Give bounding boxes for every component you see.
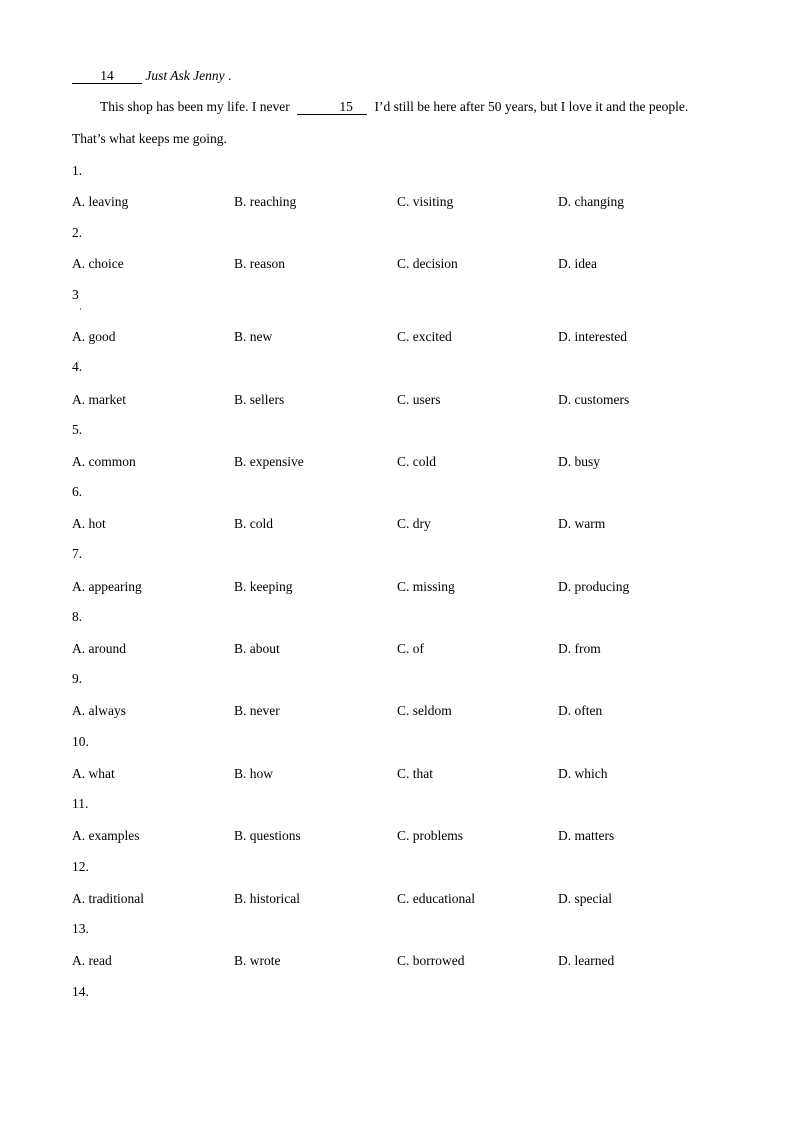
answer-option-d[interactable]: D. which bbox=[558, 766, 608, 781]
answer-option-c[interactable]: C. problems bbox=[397, 828, 463, 843]
question-number: 3 bbox=[72, 287, 79, 302]
question-number: 8. bbox=[72, 609, 83, 624]
paragraph-line-1 bbox=[72, 99, 722, 115]
question-number: 5. bbox=[72, 422, 83, 437]
answer-option-a[interactable]: A. hot bbox=[72, 516, 106, 531]
answer-option-b[interactable]: B. about bbox=[234, 641, 280, 656]
question-number: 2. bbox=[72, 225, 83, 240]
answer-option-d[interactable]: D. special bbox=[558, 891, 612, 906]
answer-option-a[interactable]: A. appearing bbox=[72, 579, 142, 594]
answer-option-b[interactable]: B. how bbox=[234, 766, 274, 781]
answer-option-b[interactable]: B. sellers bbox=[234, 392, 285, 407]
answer-option-a[interactable]: A. traditional bbox=[72, 891, 144, 906]
answer-option-b[interactable]: B. wrote bbox=[234, 953, 281, 968]
answer-option-c[interactable]: C. that bbox=[397, 766, 433, 781]
answer-option-b[interactable]: B. expensive bbox=[234, 454, 304, 469]
question-number: 11. bbox=[72, 796, 89, 811]
answer-option-a[interactable]: A. always bbox=[72, 703, 126, 718]
answer-option-b[interactable]: B. new bbox=[234, 329, 273, 344]
answer-option-c[interactable]: C. missing bbox=[397, 579, 455, 594]
answer-option-a[interactable]: A. read bbox=[72, 953, 112, 968]
answer-option-d[interactable]: D. interested bbox=[558, 329, 627, 344]
story-title: Just Ask Jenny bbox=[145, 68, 225, 83]
question-number: 9. bbox=[72, 671, 83, 686]
answer-option-c[interactable]: C. users bbox=[397, 392, 441, 407]
answer-option-a[interactable]: A. examples bbox=[72, 828, 140, 843]
paragraph-text-1: This shop has been my life. I never bbox=[100, 99, 290, 114]
answer-option-c[interactable]: C. dry bbox=[397, 516, 431, 531]
answer-option-d[interactable]: D. learned bbox=[558, 953, 615, 968]
question-number: 7. bbox=[72, 546, 83, 561]
answer-option-c[interactable]: C. of bbox=[397, 641, 424, 656]
answer-option-c[interactable]: C. educational bbox=[397, 891, 475, 906]
answer-option-d[interactable]: D. matters bbox=[558, 828, 615, 843]
answer-option-c[interactable]: C. cold bbox=[397, 454, 436, 469]
question-number: 14. bbox=[72, 984, 89, 999]
answer-option-a[interactable]: A. good bbox=[72, 329, 116, 344]
answer-option-a[interactable]: A. common bbox=[72, 454, 136, 469]
answer-option-d[interactable]: D. busy bbox=[558, 454, 601, 469]
answer-option-b[interactable]: B. reaching bbox=[234, 194, 297, 209]
answer-option-c[interactable]: C. visiting bbox=[397, 194, 454, 209]
answer-option-d[interactable]: D. warm bbox=[558, 516, 606, 531]
answer-option-d[interactable]: D. idea bbox=[558, 256, 597, 271]
answer-option-c[interactable]: C. decision bbox=[397, 256, 458, 271]
question-number: 6. bbox=[72, 484, 83, 499]
answer-option-b[interactable]: B. questions bbox=[234, 828, 301, 843]
paragraph-text-2: I’d still be here after 50 years, but I love it and the people. bbox=[374, 99, 689, 114]
question-number: 4. bbox=[72, 359, 83, 374]
answer-option-d[interactable]: D. from bbox=[558, 641, 601, 656]
answer-option-a[interactable]: A. around bbox=[72, 641, 126, 656]
title-blank: 14 bbox=[72, 69, 142, 84]
title-line bbox=[72, 68, 231, 84]
answer-option-b[interactable]: B. historical bbox=[234, 891, 300, 906]
answer-option-d[interactable]: D. producing bbox=[558, 579, 630, 594]
answer-option-c[interactable]: C. excited bbox=[397, 329, 452, 344]
paragraph-line-2: That’s what keeps me going. bbox=[72, 131, 227, 146]
answer-option-d[interactable]: D. changing bbox=[558, 194, 624, 209]
answer-option-a[interactable]: A. what bbox=[72, 766, 115, 781]
answer-option-a[interactable]: A. choice bbox=[72, 256, 124, 271]
question-number: 10. bbox=[72, 734, 89, 749]
answer-option-b[interactable]: B. never bbox=[234, 703, 280, 718]
answer-option-d[interactable]: D. often bbox=[558, 703, 603, 718]
title-period: . bbox=[224, 68, 232, 83]
answer-option-d[interactable]: D. customers bbox=[558, 392, 630, 407]
question-number: 13. bbox=[72, 921, 89, 936]
question-number: 1. bbox=[72, 163, 83, 178]
answer-option-a[interactable]: A. leaving bbox=[72, 194, 129, 209]
question-number: 12. bbox=[72, 859, 89, 874]
answer-option-a[interactable]: A. market bbox=[72, 392, 126, 407]
answer-option-c[interactable]: C. seldom bbox=[397, 703, 452, 718]
answer-option-b[interactable]: B. keeping bbox=[234, 579, 293, 594]
paragraph-blank: 15 bbox=[297, 100, 367, 115]
stray-mark: · bbox=[79, 304, 82, 314]
answer-option-b[interactable]: B. reason bbox=[234, 256, 285, 271]
answer-option-b[interactable]: B. cold bbox=[234, 516, 273, 531]
answer-option-c[interactable]: C. borrowed bbox=[397, 953, 465, 968]
